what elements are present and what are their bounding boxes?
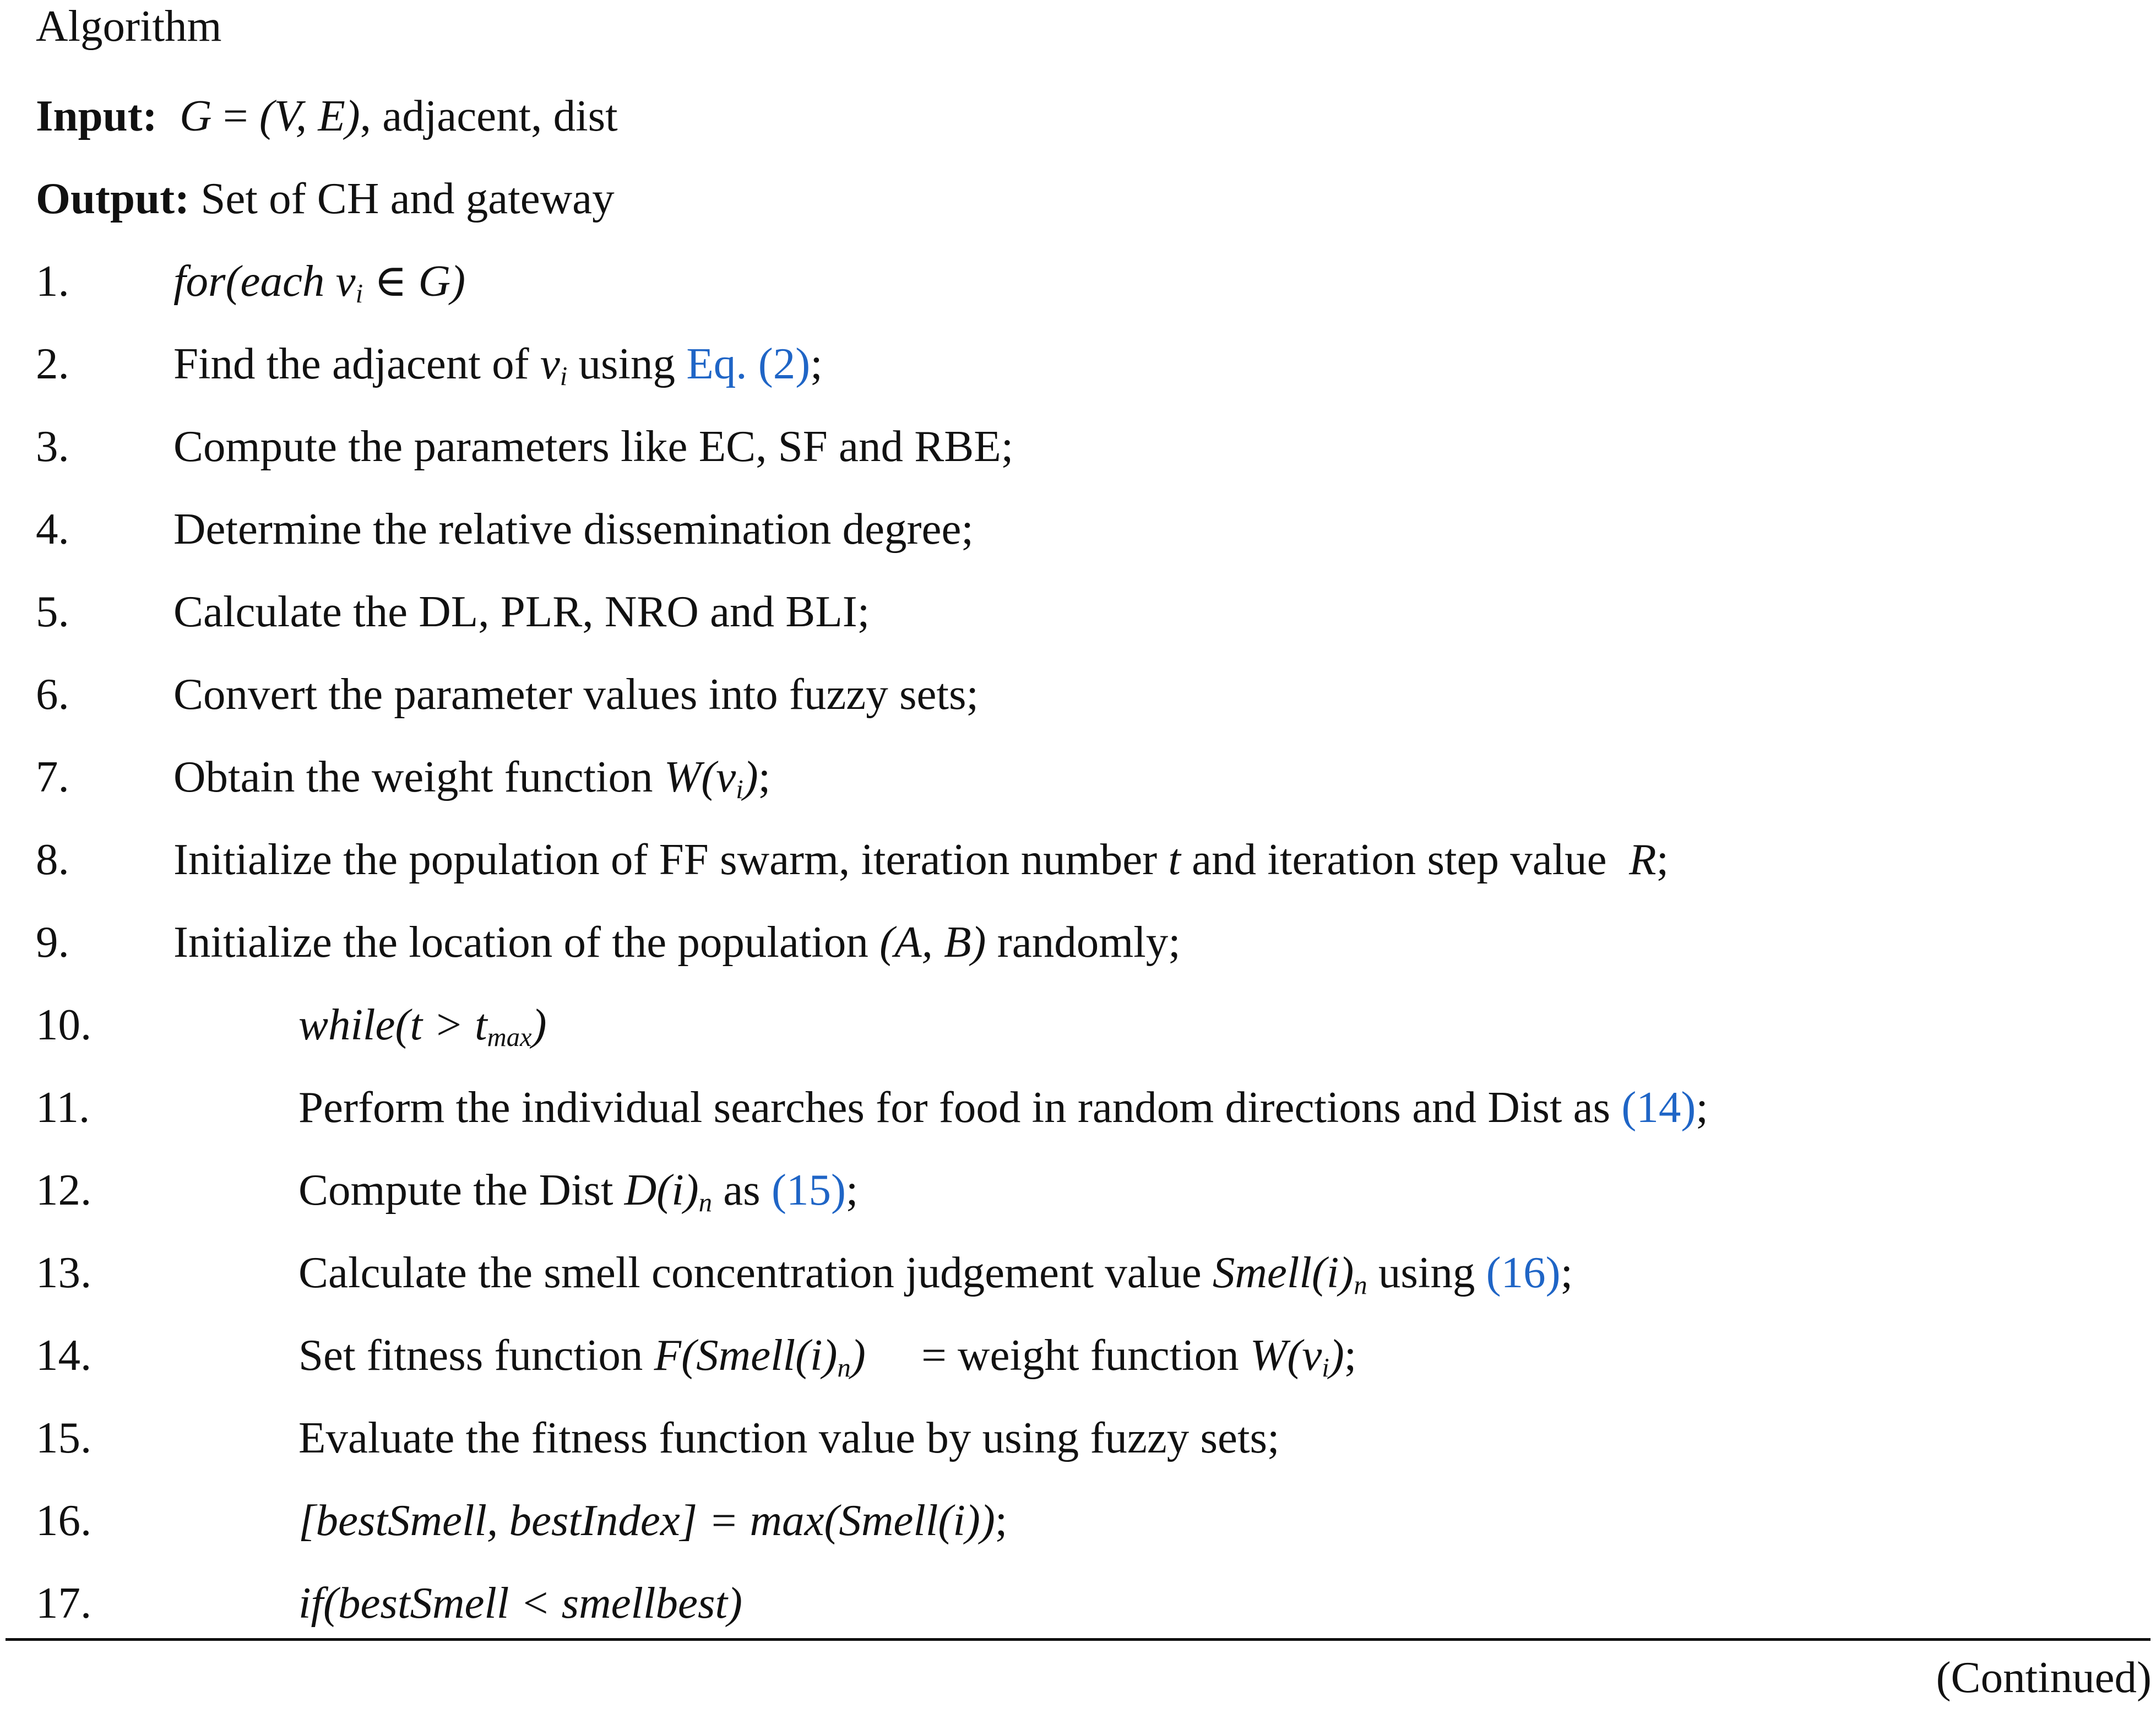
output-label: Output: bbox=[36, 174, 190, 223]
equation-link[interactable]: (15) bbox=[771, 1165, 846, 1215]
step-number: 16. bbox=[36, 1495, 92, 1545]
table-bottom-rule bbox=[6, 1638, 2150, 1641]
step-number: 1. bbox=[36, 256, 69, 306]
step-number: 17. bbox=[36, 1578, 92, 1628]
step-number: 2. bbox=[36, 339, 69, 388]
input-line bbox=[36, 74, 618, 157]
equation-link[interactable]: (16) bbox=[1486, 1248, 1561, 1297]
input-rest: , adjacent, dist bbox=[360, 91, 618, 140]
input-graph-lhs: G bbox=[180, 91, 212, 140]
step-content: Set fitness function $F(Smell(i)_n)$ = weight function $W(v_i)$; bbox=[298, 1330, 1357, 1383]
step-number: 8. bbox=[36, 834, 69, 884]
algorithm-title: Algorithm bbox=[36, 1, 222, 51]
step-content: Convert the parameter values into fuzzy sets; bbox=[173, 669, 979, 719]
step-number: 11. bbox=[36, 1082, 90, 1132]
step-content: for(each $v_i$ ∈ G) bbox=[173, 256, 466, 309]
step-number: 5. bbox=[36, 587, 69, 636]
step-content: Compute the Dist $D(i)_n$ as (15); bbox=[298, 1165, 859, 1218]
step-number: 9. bbox=[36, 917, 69, 967]
step-content: Calculate the smell concentration judgement value $Smell(i)_n$ using (16); bbox=[298, 1248, 1573, 1300]
step-content: Initialize the population of FF swarm, iteration number t and iteration step value R; bbox=[173, 834, 1669, 884]
step-number: 10. bbox=[36, 1000, 92, 1049]
step-content: if(bestSmell < smellbest) bbox=[298, 1578, 743, 1628]
output-text: Set of CH and gateway bbox=[189, 174, 615, 223]
output-line bbox=[36, 157, 615, 240]
step-content: Perform the individual searches for food in random directions and Dist as (14); bbox=[298, 1082, 1708, 1132]
equation-link[interactable]: Eq. (2) bbox=[686, 339, 811, 388]
step-content: Find the adjacent of $v_i$ using Eq. (2); bbox=[173, 339, 823, 392]
step-number: 15. bbox=[36, 1413, 92, 1462]
step-number: 3. bbox=[36, 421, 69, 471]
input-label: Input: bbox=[36, 91, 158, 140]
step-content: Determine the relative dissemination degree; bbox=[173, 504, 974, 554]
step-content: Obtain the weight function $W(v_i)$; bbox=[173, 752, 771, 805]
step-content: Initialize the location of the population (A, B) randomly; bbox=[173, 917, 1181, 967]
step-number: 12. bbox=[36, 1165, 92, 1215]
continued-label: (Continued) bbox=[1936, 1652, 2152, 1702]
step-number: 13. bbox=[36, 1248, 92, 1297]
step-content: Evaluate the fitness function value by using fuzzy sets; bbox=[298, 1413, 1280, 1462]
equation-link[interactable]: (14) bbox=[1621, 1082, 1696, 1132]
step-content: Calculate the DL, PLR, NRO and BLI; bbox=[173, 587, 870, 636]
input-graph-eq: = bbox=[211, 91, 259, 140]
input-graph-rhs: (V, E) bbox=[259, 91, 360, 140]
step-content: Compute the parameters like EC, SF and RBE; bbox=[173, 421, 1014, 471]
step-number: 4. bbox=[36, 504, 69, 554]
step-content: while(t > $t_{max}$) bbox=[298, 1000, 547, 1053]
step-number: 14. bbox=[36, 1330, 92, 1380]
step-number: 6. bbox=[36, 669, 69, 719]
step-number: 7. bbox=[36, 752, 69, 801]
step-content: [bestSmell, bestIndex] = max(Smell(i)); bbox=[298, 1495, 1008, 1545]
